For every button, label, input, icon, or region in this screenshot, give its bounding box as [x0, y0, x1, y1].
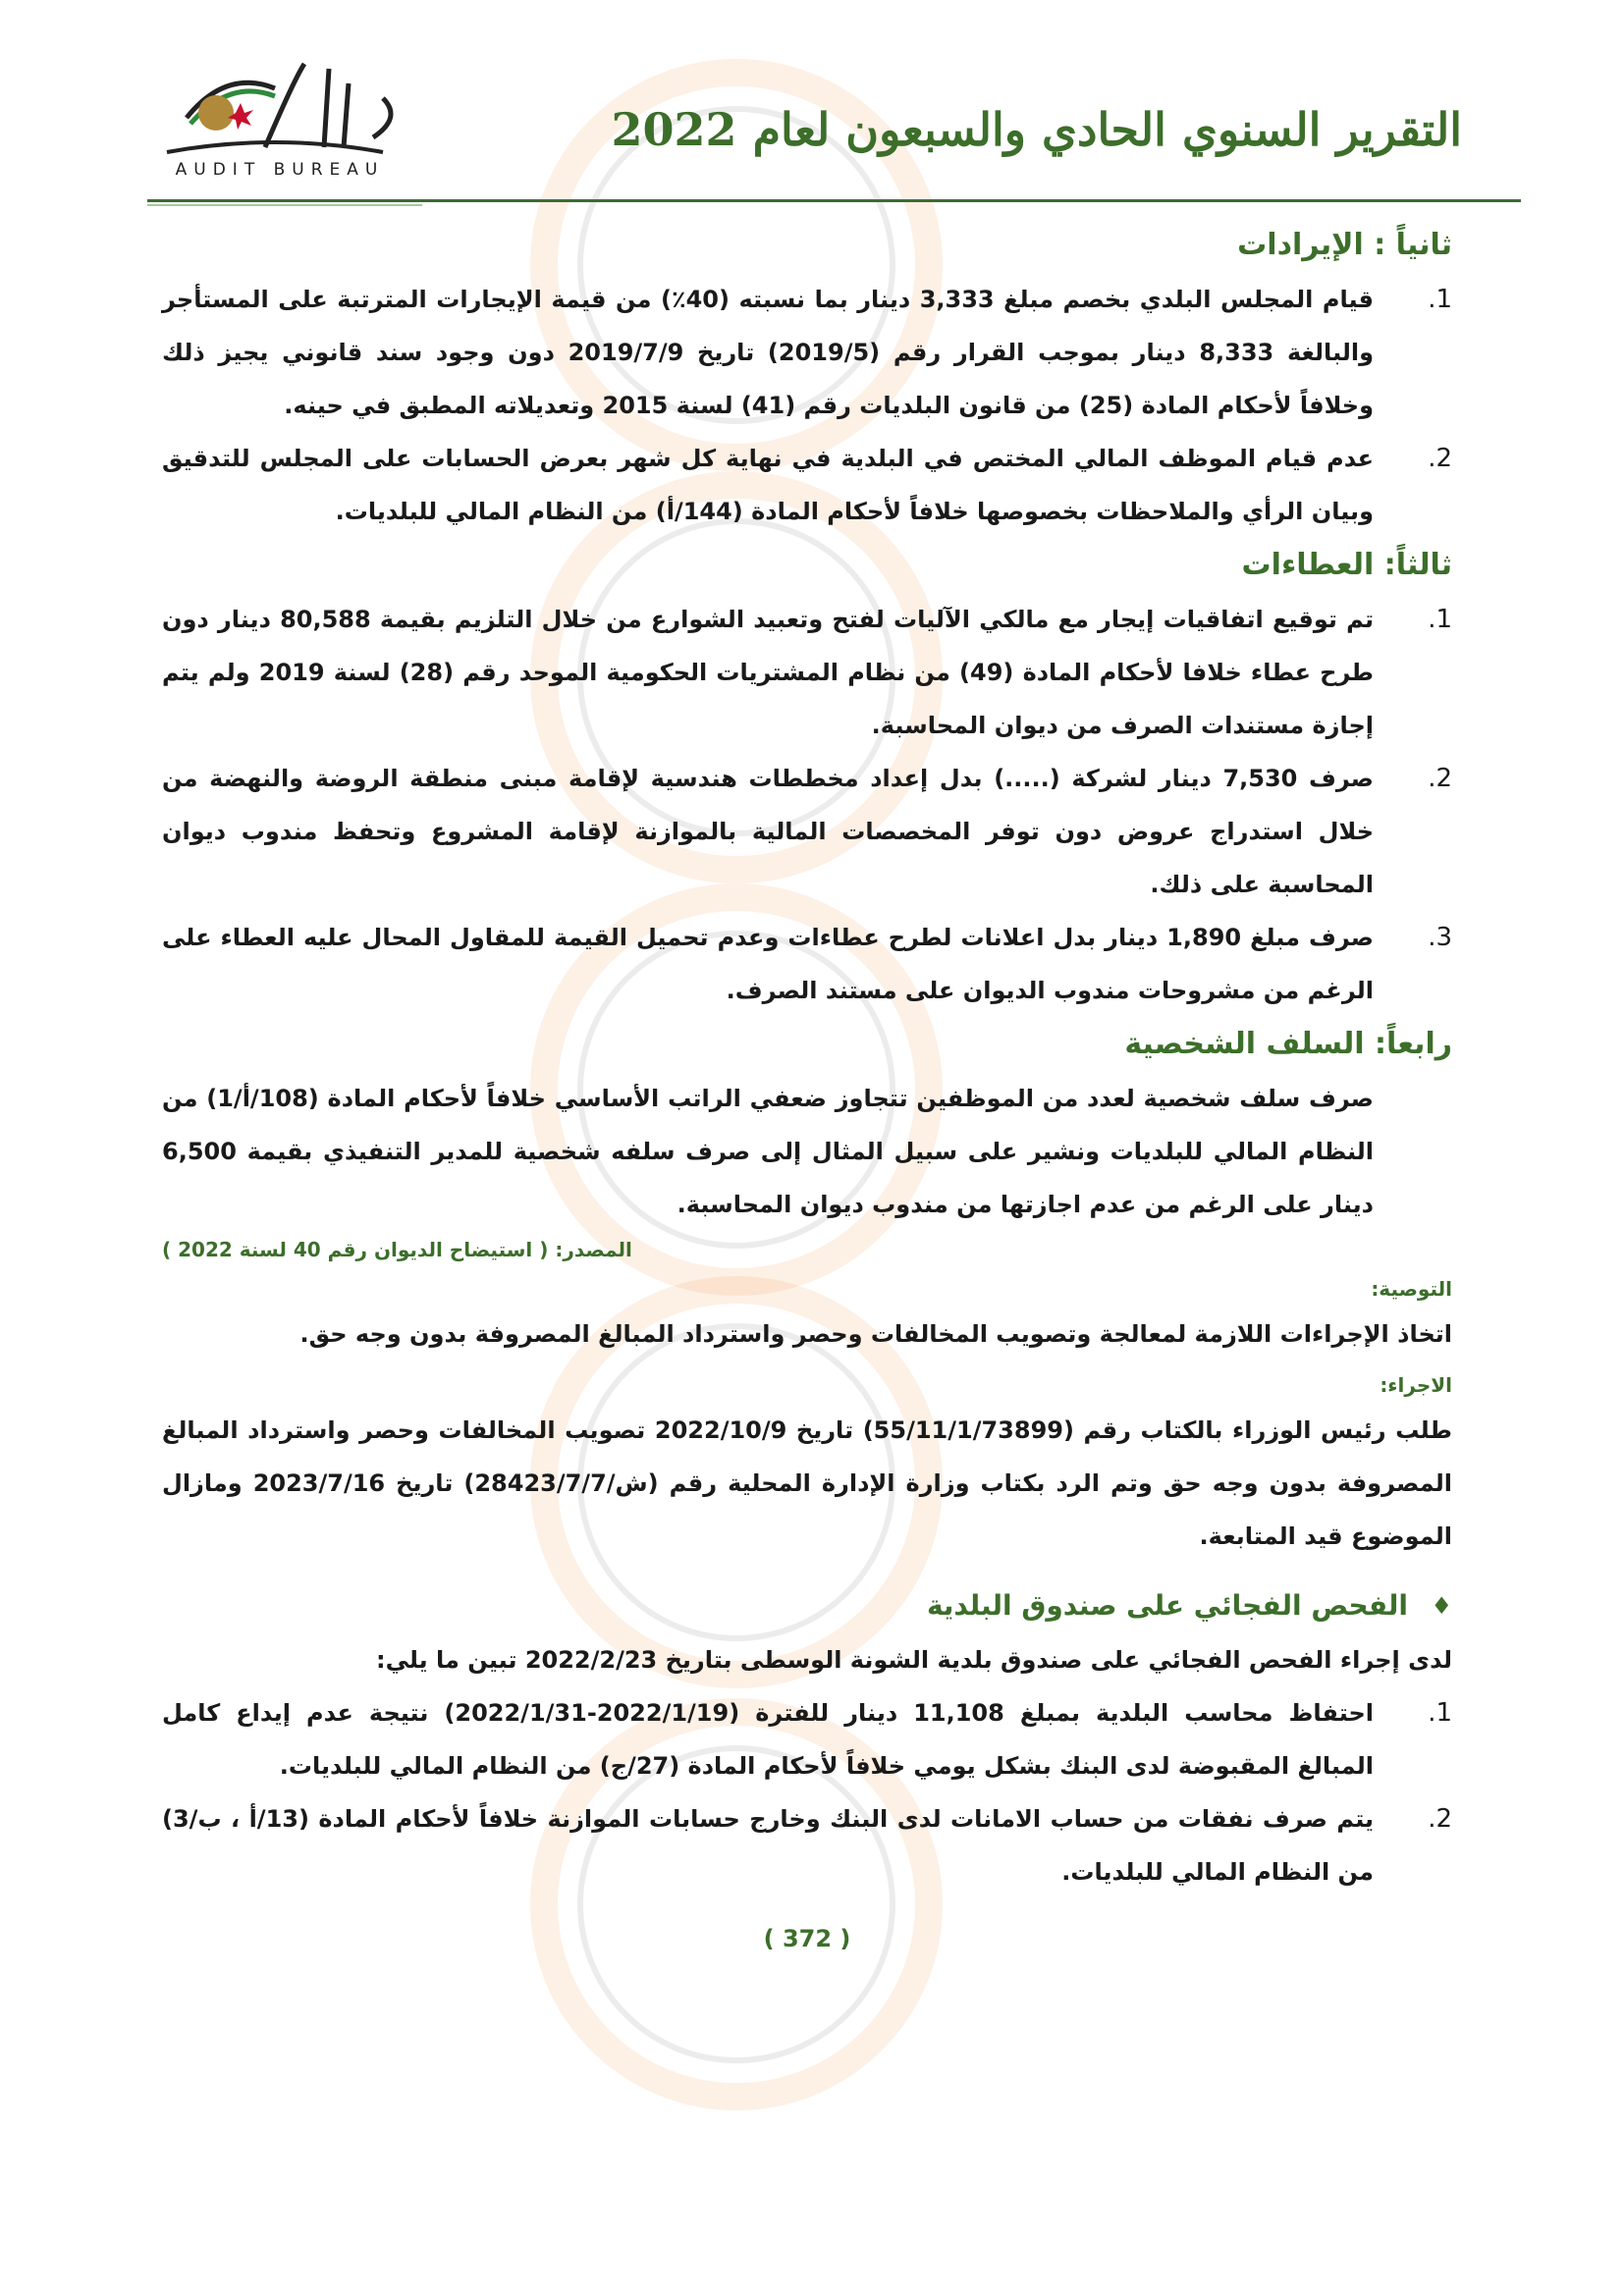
section-heading-revenues: ثانياً : الإيرادات	[1237, 228, 1452, 262]
logo-english-text: AUDIT BUREAU	[175, 160, 385, 180]
bullet-diamond-icon: ♦	[1431, 1592, 1452, 1620]
surprise-check-intro: لدى إجراء الفحص الفجائي على صندوق بلدية الشونة الوسطى بتاريخ 2022/2/23 تبين ما يلي:	[375, 1646, 1452, 1674]
item-number: .2	[1428, 1804, 1452, 1834]
section-heading-advances: رابعاً: السلف الشخصية	[1124, 1027, 1452, 1061]
list-item-text: احتفاظ محاسب البلدية بمبلغ 11,108 دينار للفترة (2022/1/19-2022/1/31) نتيجة عدم إيداع كامل المبالغ المقبوضة لدى البنك بشكل يومي خلافاً لأحكام المادة (27/ج) من النظام المالي للبلديات.	[162, 1699, 1375, 1780]
list-item	[162, 1792, 1452, 1898]
source-note: المصدر: ( استيضاح الديوان رقم 40 لسنة 2022 )	[162, 1238, 632, 1261]
audit-bureau-logo	[147, 59, 412, 167]
item-number: .2	[1428, 764, 1452, 793]
list-item-text: صرف 7,530 دينار لشركة (.....) بدل إعداد مخططات هندسية لإقامة مبنى منطقة الروضة والنهضة من خلال استدراج عروض دون توفر المخصصات المالية بالموازنة لإقامة المشروع وتحفظ مندوب ديوان المحاسبة على ذلك.	[162, 765, 1374, 898]
recommendation-text: اتخاذ الإجراءات اللازمة لمعالجة وتصويب المخالفات وحصر واسترداد المبالغ المصروفة بدون وجه حق.	[299, 1320, 1452, 1348]
advances-paragraph: صرف سلف شخصية لعدد من الموظفين تتجاوز ضعفي الراتب الأساسي خلافاً لأحكام المادة (108/أ/1) من النظام المالي للبلديات ونشير على سبيل المثال إلى صرف سلفه شخصية للمدير التنفيذي بقيمة 6,500 دينار على الرغم من عدم اجازتها من مندوب ديوان المحاسبة.	[162, 1085, 1374, 1218]
item-number: .1	[1428, 285, 1452, 314]
list-item-text: يتم صرف نفقات من حساب الامانات لدى البنك وخارج حسابات الموازنة خلافاً لأحكام المادة (13/أ ، ب/3) من النظام المالي للبلديات.	[162, 1805, 1374, 1886]
item-number: .2	[1428, 444, 1452, 473]
list-item	[162, 1686, 1452, 1792]
report-title: التقرير السنوي الحادي والسبعون لعام 2022	[611, 103, 1462, 156]
page-content	[162, 218, 1452, 1955]
list-item	[162, 273, 1452, 432]
recommendation-label: التوصية:	[1371, 1277, 1452, 1301]
section-heading-tenders: ثالثاً: العطاءات	[1241, 548, 1452, 582]
list-item	[162, 752, 1452, 911]
item-number: .1	[1428, 605, 1452, 634]
list-item-text: صرف مبلغ 1,890 دينار بدل اعلانات لطرح عطاءات وعدم تحميل القيمة للمقاول المحال عليه العطاء على الرغم من مشروحات مندوب الديوان على مستند الصرف.	[162, 924, 1374, 1004]
item-number: .3	[1428, 923, 1452, 952]
page-number: ( 372 )	[763, 1925, 851, 1952]
surprise-check-heading-row	[162, 1584, 1452, 1628]
list-item	[162, 432, 1452, 538]
header-divider-accent	[147, 204, 422, 206]
section-heading-surprise-check: الفحص الفجائي على صندوق البلدية	[926, 1589, 1408, 1622]
list-item-text: قيام المجلس البلدي بخصم مبلغ 3,333 دينار بما نسبته (40٪) من قيمة الإيجارات المترتبة على المستأجر والبالغة 8,333 دينار بموجب القرار رقم (2019/5) تاريخ 2019/7/9 دون وجود سند قانوني يجيز ذلك وخلافاً لأحكام المادة (25) من قانون البلديات رقم (41) لسنة 2015 وتعديلاته المطبق في حينه.	[162, 286, 1375, 419]
action-text: طلب رئيس الوزراء بالكتاب رقم (55/11/1/73899) تاريخ 2022/10/9 تصويب المخالفات وحصر واسترداد المبالغ المصروفة بدون وجه حق وتم الرد بكتاب وزارة الإدارة المحلية رقم (ش/28423/7/7) تاريخ 2023/7/16 ومازال الموضوع قيد المتابعة.	[162, 1416, 1453, 1550]
list-item-text: عدم قيام الموظف المالي المختص في البلدية في نهاية كل شهر بعرض الحسابات على المجلس للتدقيق وبيان الرأي والملاحظات بخصوصها خلافاً لأحكام المادة (144/أ) من النظام المالي للبلديات.	[162, 445, 1374, 525]
header-divider	[147, 199, 1521, 202]
list-item	[162, 911, 1452, 1017]
list-item-text: تم توقيع اتفاقيات إيجار مع مالكي الآليات لفتح وتعبيد الشوارع من خلال التلزيم بقيمة 80,588 دينار دون طرح عطاء خلافا لأحكام المادة (49) من نظام المشتريات الحكومية الموحد رقم (28) لسنة 2019 ولم يتم إجازة مستندات الصرف من ديوان المحاسبة.	[162, 606, 1374, 739]
list-item	[162, 593, 1452, 752]
action-label: الاجراء:	[1380, 1373, 1452, 1397]
item-number: .1	[1428, 1698, 1452, 1728]
